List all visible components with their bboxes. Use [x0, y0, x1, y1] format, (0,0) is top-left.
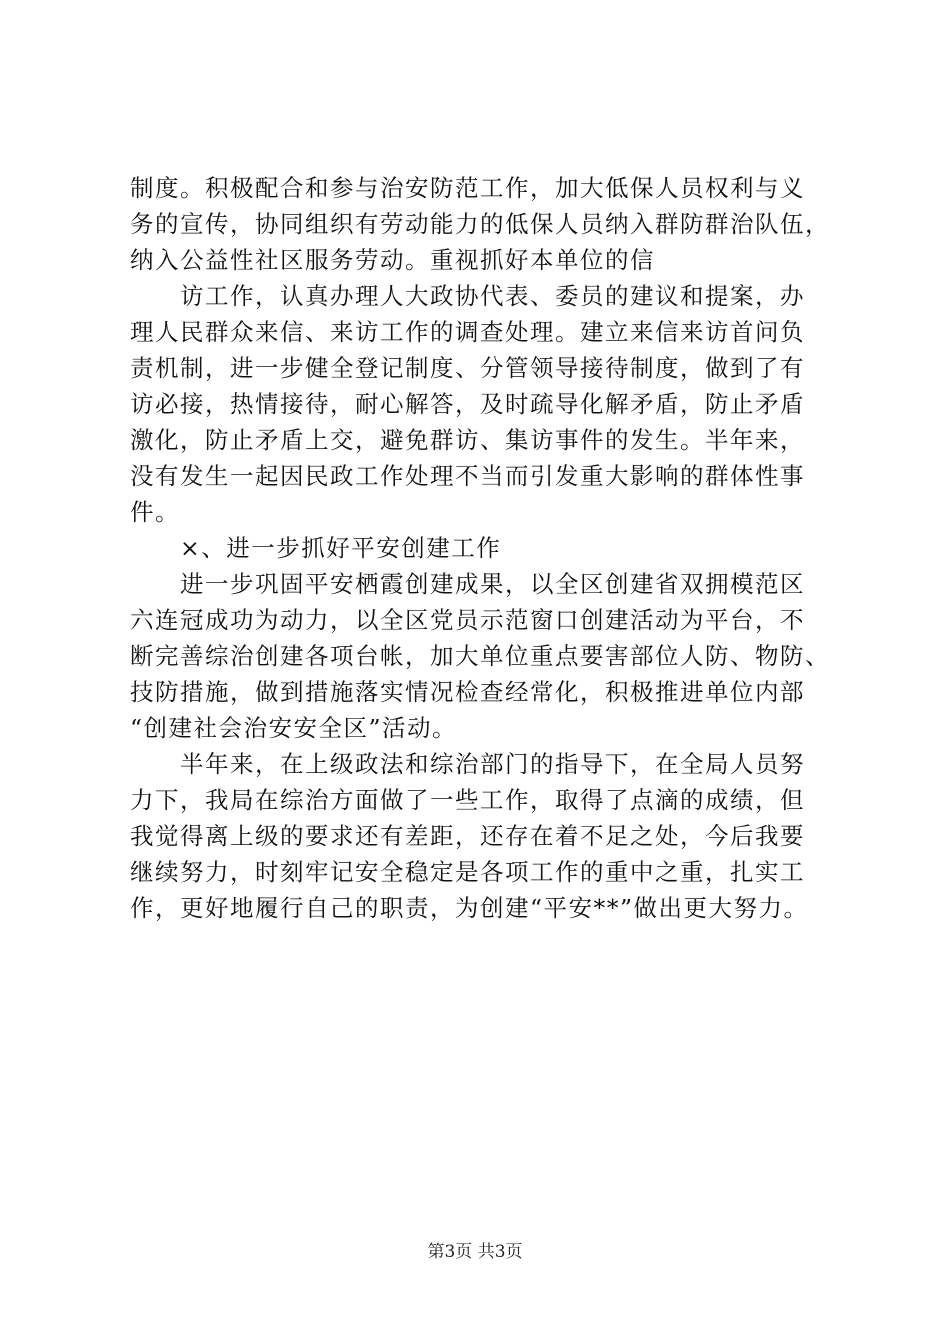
- body-text-line: 技防措施，做到措施落实情况检查经常化，积极推进单位内部: [130, 678, 805, 706]
- page-number-footer: 第3页 共3页: [427, 1242, 523, 1262]
- body-text-line: 作，更好地履行自己的职责，为创建“平安**”做出更大努力。: [130, 894, 809, 922]
- body-text-line: 没有发生一起因民政工作处理不当而引发重大影响的群体性事: [130, 462, 805, 490]
- body-text-line: 断完善综治创建各项台帐，加大单位重点要害部位人防、物防、: [130, 642, 830, 670]
- paragraph-first-line: 半年来，在上级政法和综治部门的指导下，在全局人员努: [180, 750, 805, 778]
- body-text-line: 纳入公益性社区服务劳动。重视抓好本单位的信: [130, 246, 655, 274]
- body-text-line: 继续努力，时刻牢记安全稳定是各项工作的重中之重，扎实工: [130, 858, 805, 886]
- body-text-line: 我觉得离上级的要求还有差距，还存在着不足之处，今后我要: [130, 822, 805, 850]
- body-text-line: “创建社会治安安全区”活动。: [130, 714, 458, 742]
- body-text-line: 务的宣传，协同组织有劳动能力的低保人员纳入群防群治队伍，: [130, 210, 830, 238]
- body-text-line: 六连冠成功为动力，以全区党员示范窗口创建活动为平台，不: [130, 606, 805, 634]
- body-text-line: 件。: [130, 498, 180, 526]
- body-text-line: 责机制，进一步健全登记制度、分管领导接待制度，做到了有: [130, 354, 805, 382]
- body-text-line: 制度。积极配合和参与治安防范工作，加大低保人员权利与义: [130, 174, 805, 202]
- document-body: [130, 170, 830, 926]
- body-text-line: 访必接，热情接待，耐心解答，及时疏导化解矛盾，防止矛盾: [130, 390, 805, 418]
- body-text-line: 理人民群众来信、来访工作的调查处理。建立来信来访首问负: [130, 318, 805, 346]
- paragraph-first-line: 进一步巩固平安栖霞创建成果，以全区创建省双拥模范区: [180, 570, 805, 598]
- body-text-line: 力下，我局在综治方面做了一些工作，取得了点滴的成绩，但: [130, 786, 805, 814]
- body-text-line: 激化，防止矛盾上交，避免群访、集访事件的发生。半年来，: [130, 426, 805, 454]
- paragraph-first-line: 访工作，认真办理人大政协代表、委员的建议和提案，办: [180, 282, 805, 310]
- section-heading: ×、进一步抓好平安创建工作: [180, 534, 502, 562]
